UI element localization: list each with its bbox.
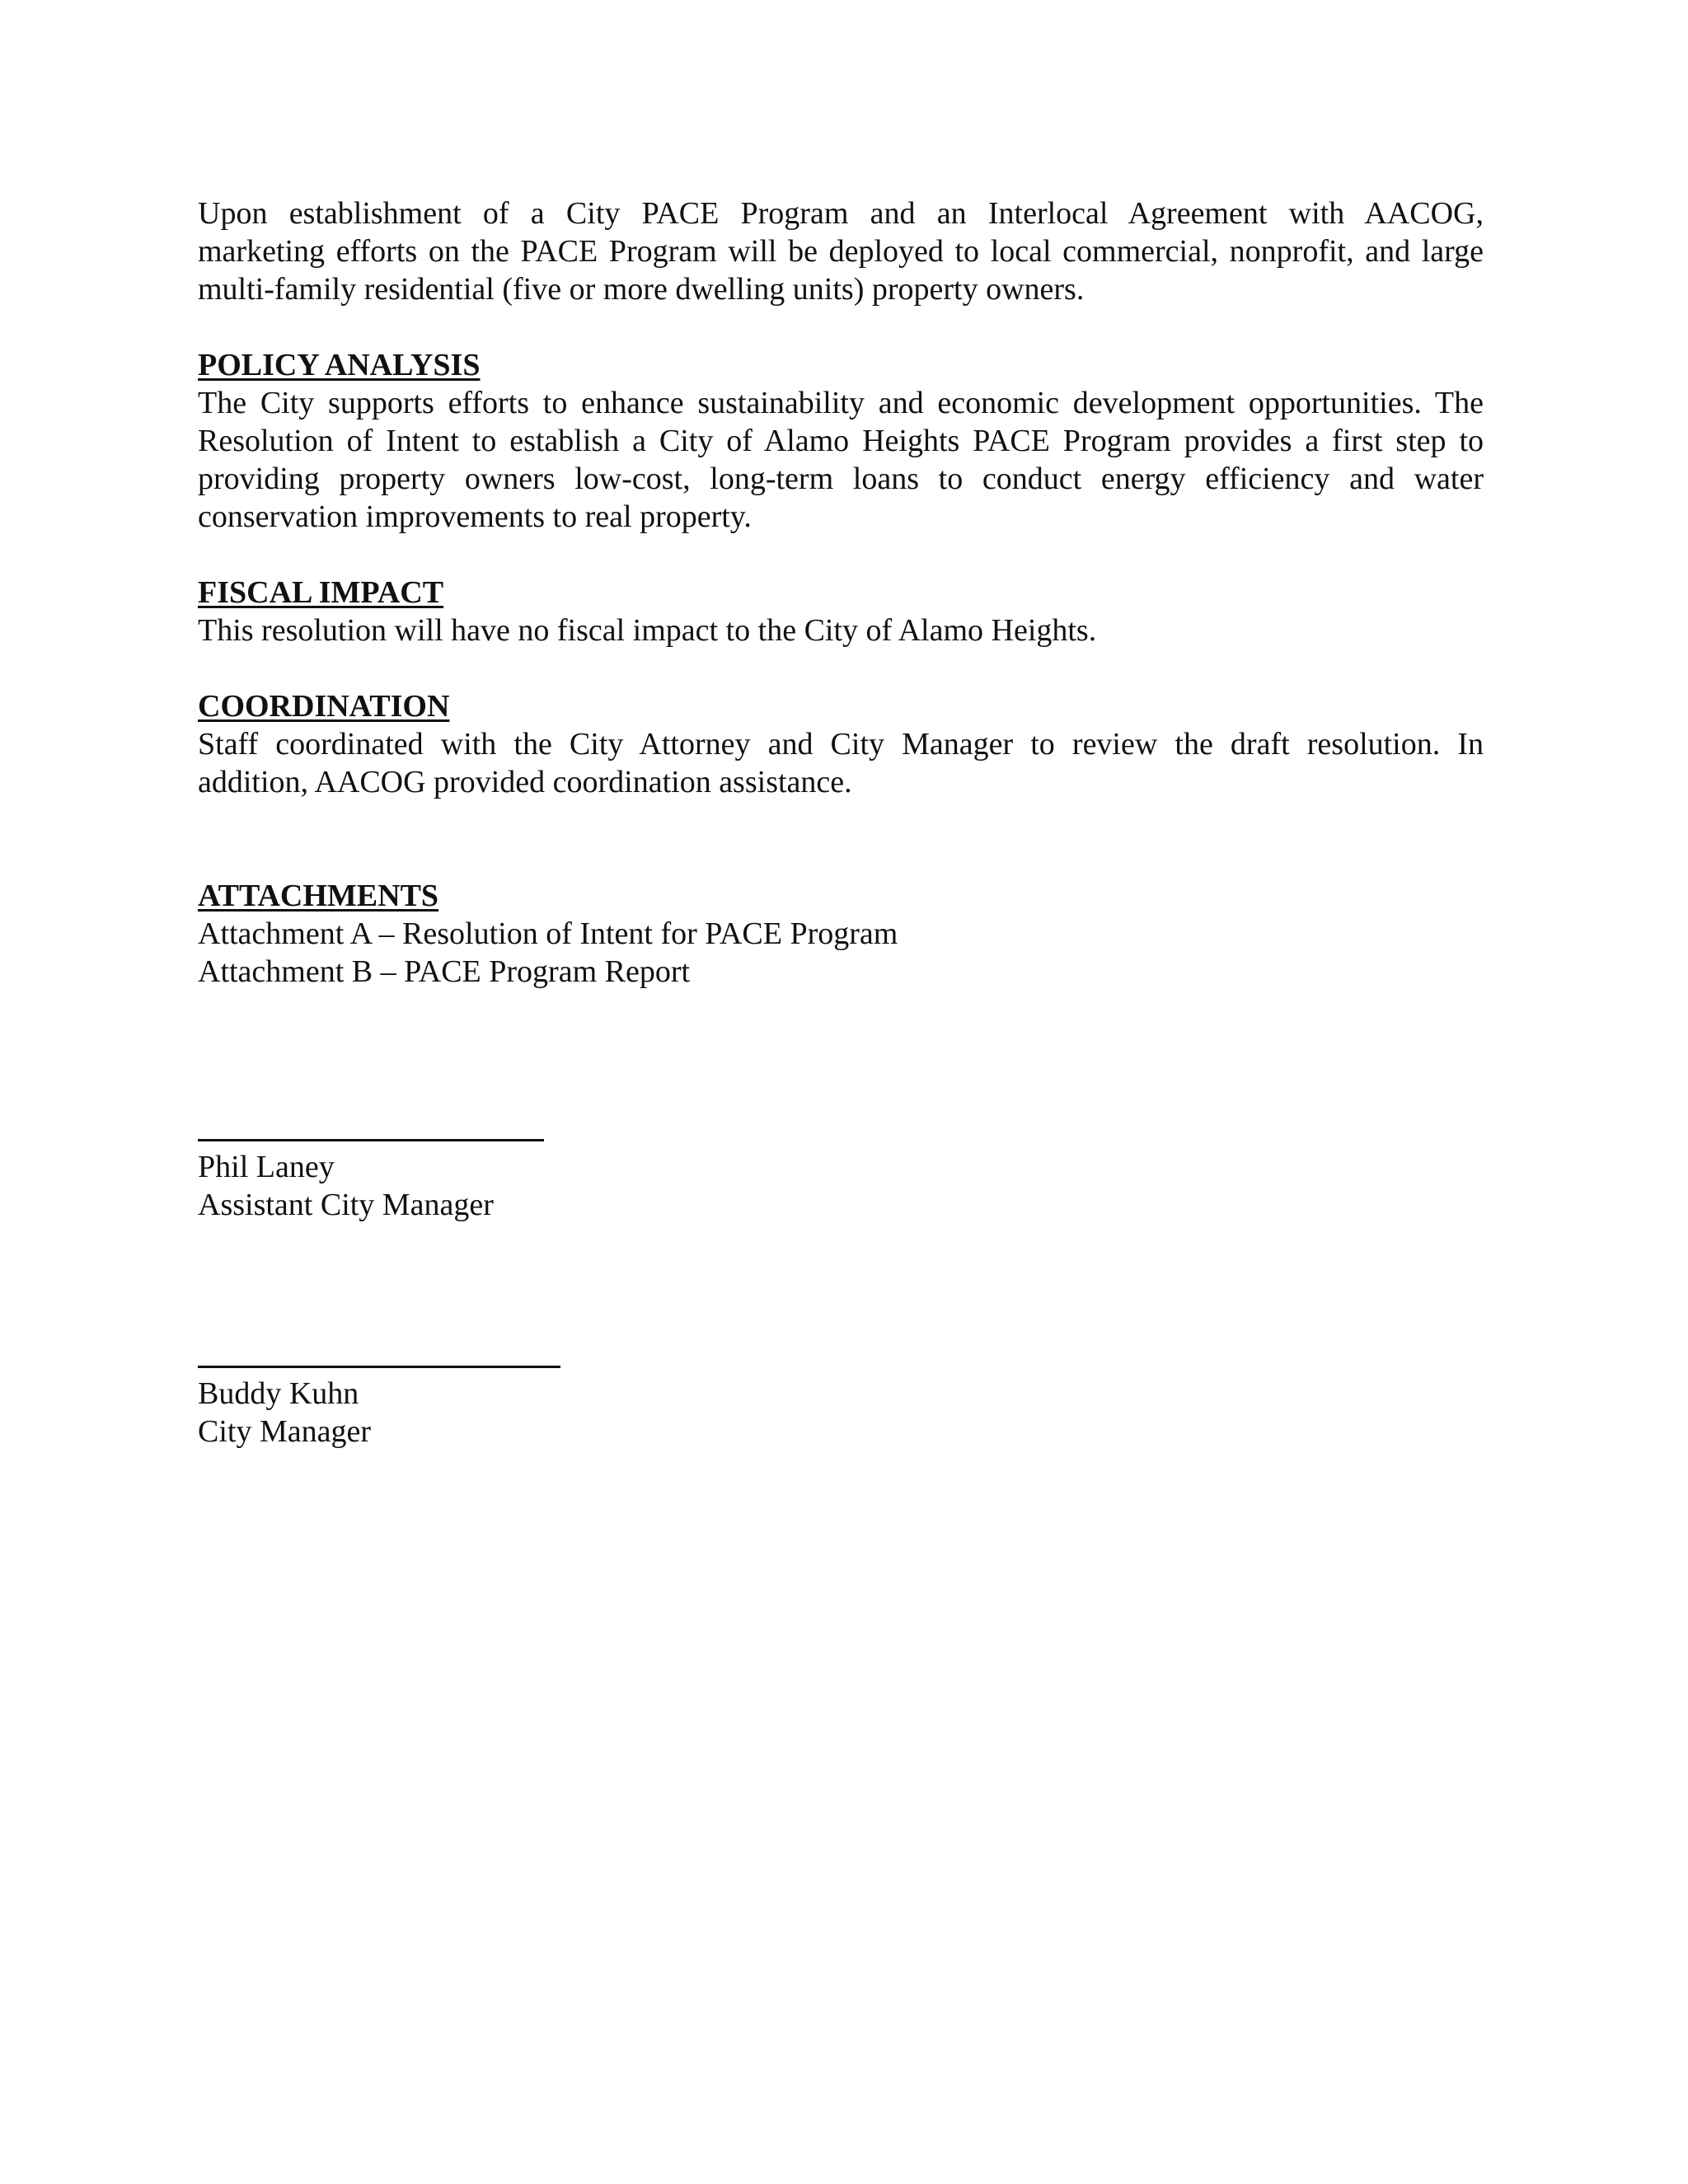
policy-analysis-line: The City supports efforts to enhance sustainability and economic development opportunities. The [198,386,1484,420]
coordination-line: Staff coordinated with the City Attorney and City Manager to review the draft resolution. In [198,727,1484,762]
signature-line [198,1139,544,1141]
coordination-section [198,687,1484,801]
coordination-line: addition, AACOG provided coordination assistance. [198,765,852,799]
signature-block [198,1139,544,1224]
intro-line: marketing efforts on the PACE Program will be deployed to local commercial, nonprofit, and large [198,234,1484,269]
fiscal-impact-heading: FISCAL IMPACT [198,575,444,610]
spacer [198,536,1484,574]
intro-line: Upon establishment of a City PACE Program and an Interlocal Agreement with AACOG, [198,196,1484,231]
coordination-heading: COORDINATION [198,689,450,724]
signatory-name: Buddy Kuhn [198,1376,359,1411]
signature-line [198,1366,560,1368]
fiscal-impact-section [198,574,1484,649]
attachments-heading: ATTACHMENTS [198,879,439,913]
memo-body [198,194,1484,991]
signature-block [198,1366,560,1451]
policy-analysis-line: Resolution of Intent to establish a City of Alamo Heights PACE Program provides a first step to [198,424,1484,458]
attachments-section [198,877,1484,991]
attachment-item: Attachment A – Resolution of Intent for PACE Program [198,916,898,951]
policy-analysis-heading: POLICY ANALYSIS [198,348,481,382]
policy-analysis-line: providing property owners low-cost, long-term loans to conduct energy efficiency and water [198,462,1484,496]
signatory-title: Assistant City Manager [198,1188,494,1222]
attachment-item: Attachment B – PACE Program Report [198,954,691,989]
policy-analysis-line: conservation improvements to real property. [198,499,752,534]
spacer [198,649,1484,687]
policy-analysis-section [198,346,1484,536]
spacer [198,308,1484,346]
intro-paragraph [198,194,1484,308]
intro-line: multi-family residential (five or more dwelling units) property owners. [198,272,1085,307]
signatory-title: City Manager [198,1414,372,1449]
signatory-name: Phil Laney [198,1150,335,1184]
fiscal-impact-text: This resolution will have no fiscal impact to the City of Alamo Heights. [198,613,1097,648]
spacer [198,801,1484,877]
